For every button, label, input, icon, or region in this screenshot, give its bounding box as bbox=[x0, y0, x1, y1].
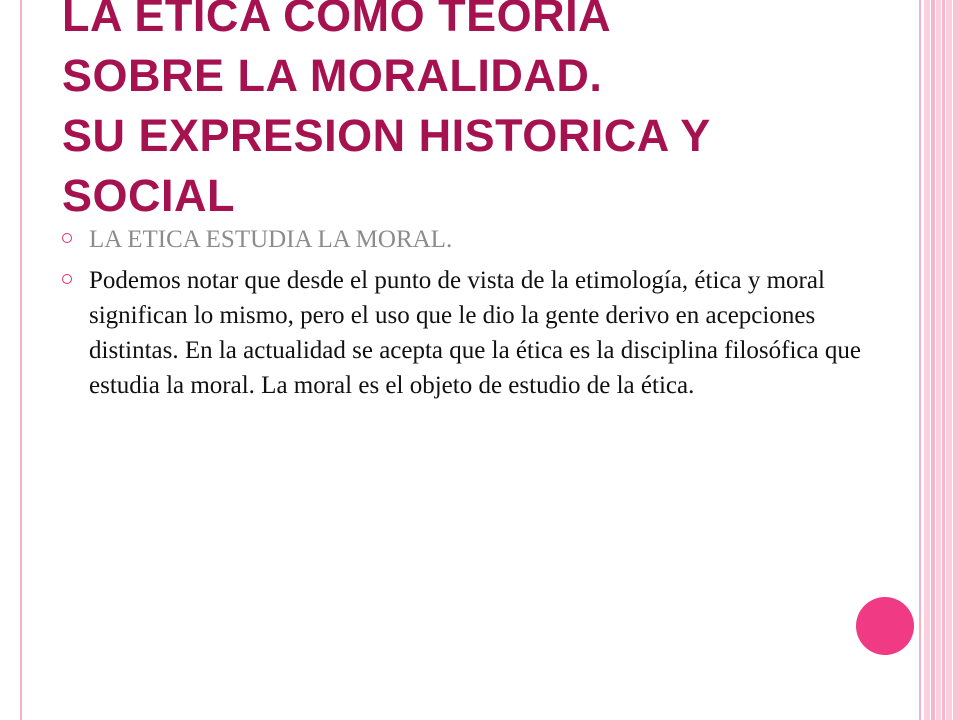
hollow-circle-icon bbox=[62, 233, 72, 243]
bullet-list bbox=[62, 222, 902, 409]
hollow-circle-icon bbox=[62, 274, 72, 284]
slide-title-line-4: SOCIAL bbox=[62, 170, 236, 221]
bullet-text: Podemos notar que desde el punto de vista de la etimología, ética y moral significan lo mismo, pero el uso que le dio la gente derivo en acepciones distintas. En la actualidad se acepta que la ética es la disciplina filosófica que estudia la moral. La moral es el objeto de estudio de la ética. bbox=[89, 267, 861, 399]
slide-title-line-2: SOBRE LA MORALIDAD. bbox=[62, 50, 603, 101]
decorative-stripe-6 bbox=[953, 0, 960, 720]
accent-dot-icon bbox=[856, 597, 914, 655]
decorative-stripe-5 bbox=[946, 0, 952, 720]
bullet-item-heading bbox=[62, 222, 902, 257]
slide-title-line-3: SU EXPRESION HISTORICA Y bbox=[62, 110, 711, 161]
bullet-item-body bbox=[62, 263, 902, 403]
bullet-text: LA ETICA ESTUDIA LA MORAL. bbox=[89, 226, 453, 253]
slide-title-line-1: LA ETICA COMO TEORIA bbox=[62, 0, 612, 41]
decorative-stripe-2 bbox=[931, 0, 935, 720]
slide-title bbox=[62, 0, 892, 226]
decorative-stripe-4 bbox=[942, 0, 945, 720]
decorative-stripe-3 bbox=[936, 0, 941, 720]
decorative-stripe-1 bbox=[924, 0, 930, 720]
